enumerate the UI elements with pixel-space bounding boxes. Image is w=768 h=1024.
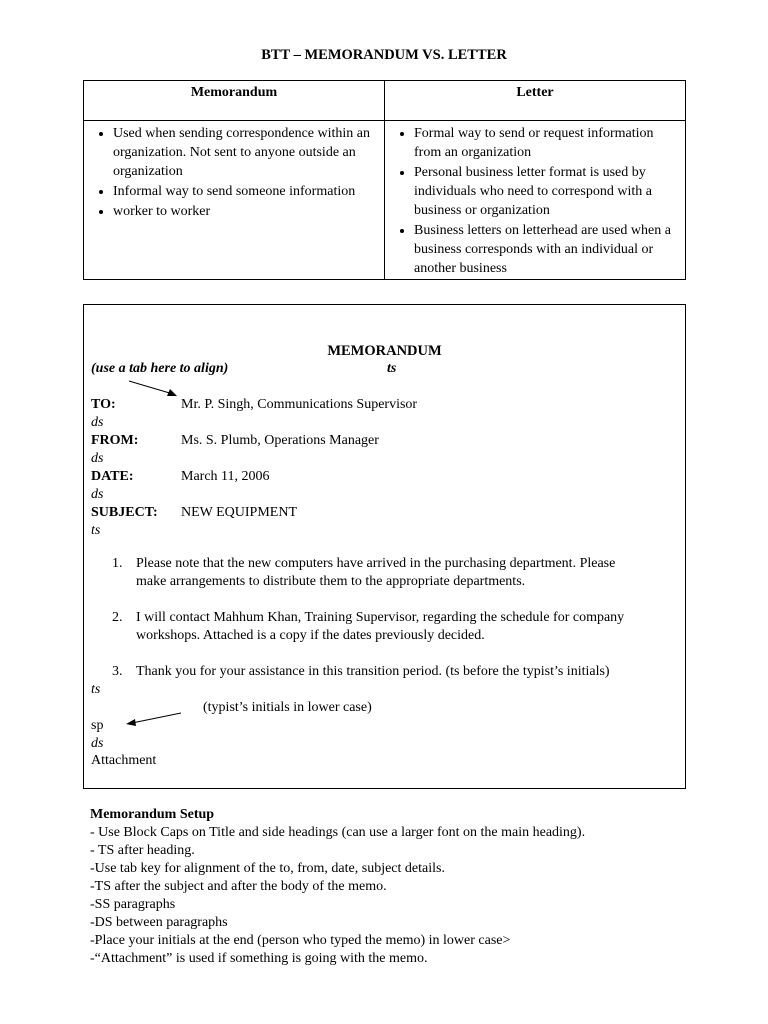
- paragraph-number: 1.: [112, 556, 123, 571]
- paragraph-line: make arrangements to distribute them to the appropriate departments.: [136, 574, 526, 589]
- list-item: • Business letters on letterhead are used when a business corresponds with an individual or another business: [414, 221, 681, 278]
- setup-line: -DS between paragraphs: [90, 915, 228, 930]
- table-row: [84, 121, 686, 280]
- header-letter: Letter: [385, 81, 686, 121]
- letter-list: [389, 124, 681, 278]
- setup-line: -Place your initials at the end (person who typed the memo) in lower case>: [90, 933, 511, 948]
- setup-line: -SS paragraphs: [90, 897, 176, 912]
- ds-mark: ds: [91, 736, 104, 751]
- memo-heading: MEMORANDUM: [327, 343, 442, 359]
- sp-mark: sp: [91, 718, 104, 733]
- memo-setup-section: [90, 806, 585, 968]
- list-item: • Formal way to send or request information from an organization: [414, 124, 681, 162]
- setup-line: -“Attachment” is used if something is going with the memo.: [90, 951, 428, 966]
- memorandum-cell: [84, 121, 385, 280]
- paragraph-line: workshops. Attached is a copy if the dates previously decided.: [136, 628, 485, 643]
- list-item: [112, 663, 610, 681]
- date-label: DATE:: [91, 469, 134, 484]
- ds-mark: ds: [91, 415, 104, 430]
- from-value: Ms. S. Plumb, Operations Manager: [181, 433, 379, 448]
- paragraph-number: 2.: [112, 610, 123, 625]
- memo-example-box: [83, 304, 686, 789]
- comparison-table: [83, 80, 686, 280]
- list-item: [112, 609, 625, 645]
- memorandum-list: [88, 124, 380, 221]
- date-value: March 11, 2006: [181, 469, 270, 484]
- subject-value: NEW EQUIPMENT: [181, 505, 298, 520]
- setup-line: - TS after heading.: [90, 843, 195, 858]
- ds-mark: ds: [91, 487, 104, 502]
- attachment-line: Attachment: [91, 753, 157, 768]
- from-label: FROM:: [91, 433, 139, 448]
- paragraph-number: 3.: [112, 664, 123, 679]
- setup-line: -Use tab key for alignment of the to, from, date, subject details.: [90, 861, 445, 876]
- document-title: BTT – MEMORANDUM VS. LETTER: [261, 47, 507, 63]
- to-value: Mr. P. Singh, Communications Supervisor: [181, 397, 418, 412]
- tab-arrow-icon: [129, 379, 179, 401]
- initials-arrow-icon: [124, 711, 184, 727]
- list-item: • Used when sending correspondence within an organization. Not sent to anyone outside an organization: [113, 124, 380, 181]
- setup-heading: Memorandum Setup: [90, 807, 215, 822]
- paragraph-line: I will contact Mahhum Khan, Training Supervisor, regarding the schedule for company: [136, 610, 625, 625]
- list-item: • worker to worker: [113, 202, 380, 221]
- setup-line: -TS after the subject and after the body of the memo.: [90, 879, 387, 894]
- table-header-row: [84, 81, 686, 121]
- header-memorandum: Memorandum: [84, 81, 385, 121]
- subject-label: SUBJECT:: [91, 505, 158, 520]
- list-item: • Informal way to send someone information: [113, 182, 380, 201]
- list-item: [112, 555, 616, 591]
- paragraph-line: Thank you for your assistance in this transition period. (ts before the typist’s initials): [136, 664, 610, 679]
- to-label: TO:: [91, 397, 116, 412]
- paragraph-line: Please note that the new computers have arrived in the purchasing department. Please: [136, 556, 616, 571]
- initials-note: (typist’s initials in lower case): [203, 700, 372, 715]
- tab-hint: (use a tab here to align): [91, 361, 229, 376]
- ts-mark-top: ts: [387, 361, 397, 376]
- setup-line: - Use Block Caps on Title and side headings (can use a larger font on the main heading).: [90, 825, 586, 840]
- ts-mark: ts: [91, 523, 101, 538]
- letter-cell: [385, 121, 686, 280]
- list-item: • Personal business letter format is used by individuals who need to correspond with a business or organization: [414, 163, 681, 220]
- ds-mark: ds: [91, 451, 104, 466]
- ts-mark: ts: [91, 682, 101, 697]
